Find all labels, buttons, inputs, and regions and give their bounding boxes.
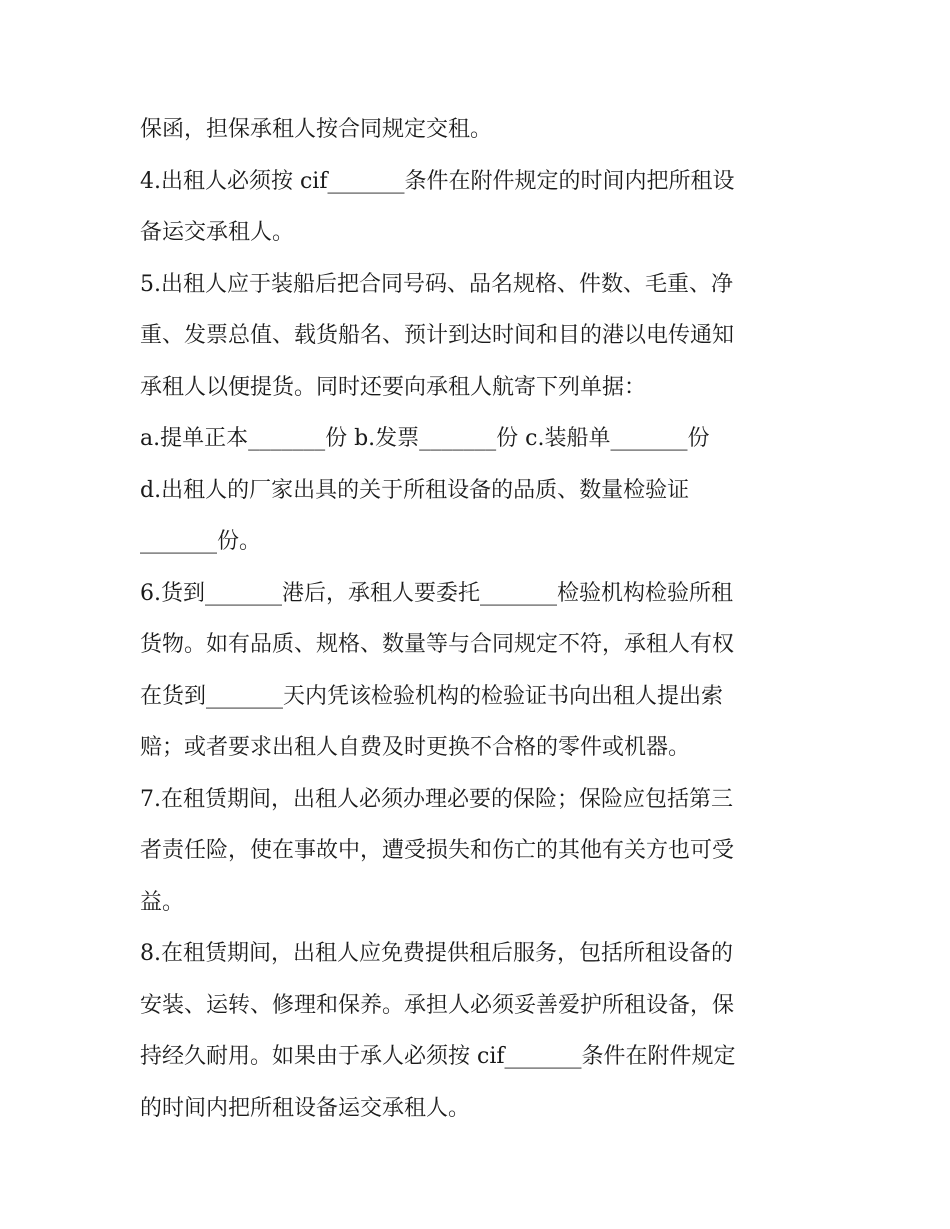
text-line: 8.在租赁期间，出租人应免费提供租后服务，包括所租设备的 xyxy=(140,941,733,966)
text-line: 保函，担保承租人按合同规定交租。 xyxy=(140,117,493,142)
text-line: 备运交承租人。 xyxy=(140,220,295,245)
text-line: a.提单正本_______份 b.发票_______份 c.装船单_______份 xyxy=(140,426,710,451)
text-line: _______份。 xyxy=(140,529,262,554)
text-line: d.出租人的厂家出具的关于所租设备的品质、数量检验证 xyxy=(140,477,690,503)
text-line: 5.出租人应于装船后把合同号码、品名规格、件数、毛重、净 xyxy=(140,271,733,297)
text-line: 重、发票总值、载货船名、预计到达时间和目的港以电传通知 xyxy=(140,323,735,348)
text-line: 承租人以便提货。同时还要向承租人航寄下列单据： xyxy=(140,374,647,400)
text-line: 者责任险，使在事故中，遭受损失和伤亡的其他有关方也可受 xyxy=(140,838,735,863)
text-line: 4.出租人必须按 cif_______条件在附件规定的时间内把所租设 xyxy=(140,168,735,194)
text-line: 持经久耐用。如果由于承人必须按 cif_______条件在附件规定 xyxy=(140,1044,736,1069)
text-line: 的时间内把所租设备运交承租人。 xyxy=(140,1095,471,1121)
text-line: 6.货到_______港后，承租人要委托_______检验机构检验所租 xyxy=(140,580,733,606)
text-line: 赔；或者要求出租人自费及时更换不合格的零件或机器。 xyxy=(140,735,691,760)
text-line: 货物。如有品质、规格、数量等与合同规定不符，承租人有权 xyxy=(140,632,735,657)
text-line: 7.在租赁期间，出租人必须办理必要的保险；保险应包括第三 xyxy=(140,786,733,812)
text-line: 在货到_______天内凭该检验机构的检验证书向出租人提出索 xyxy=(140,683,724,709)
text-line: 益。 xyxy=(140,889,185,915)
text-line: 安装、运转、修理和保养。承担人必须妥善爱护所租设备，保 xyxy=(140,992,735,1018)
document-page xyxy=(140,104,830,1134)
